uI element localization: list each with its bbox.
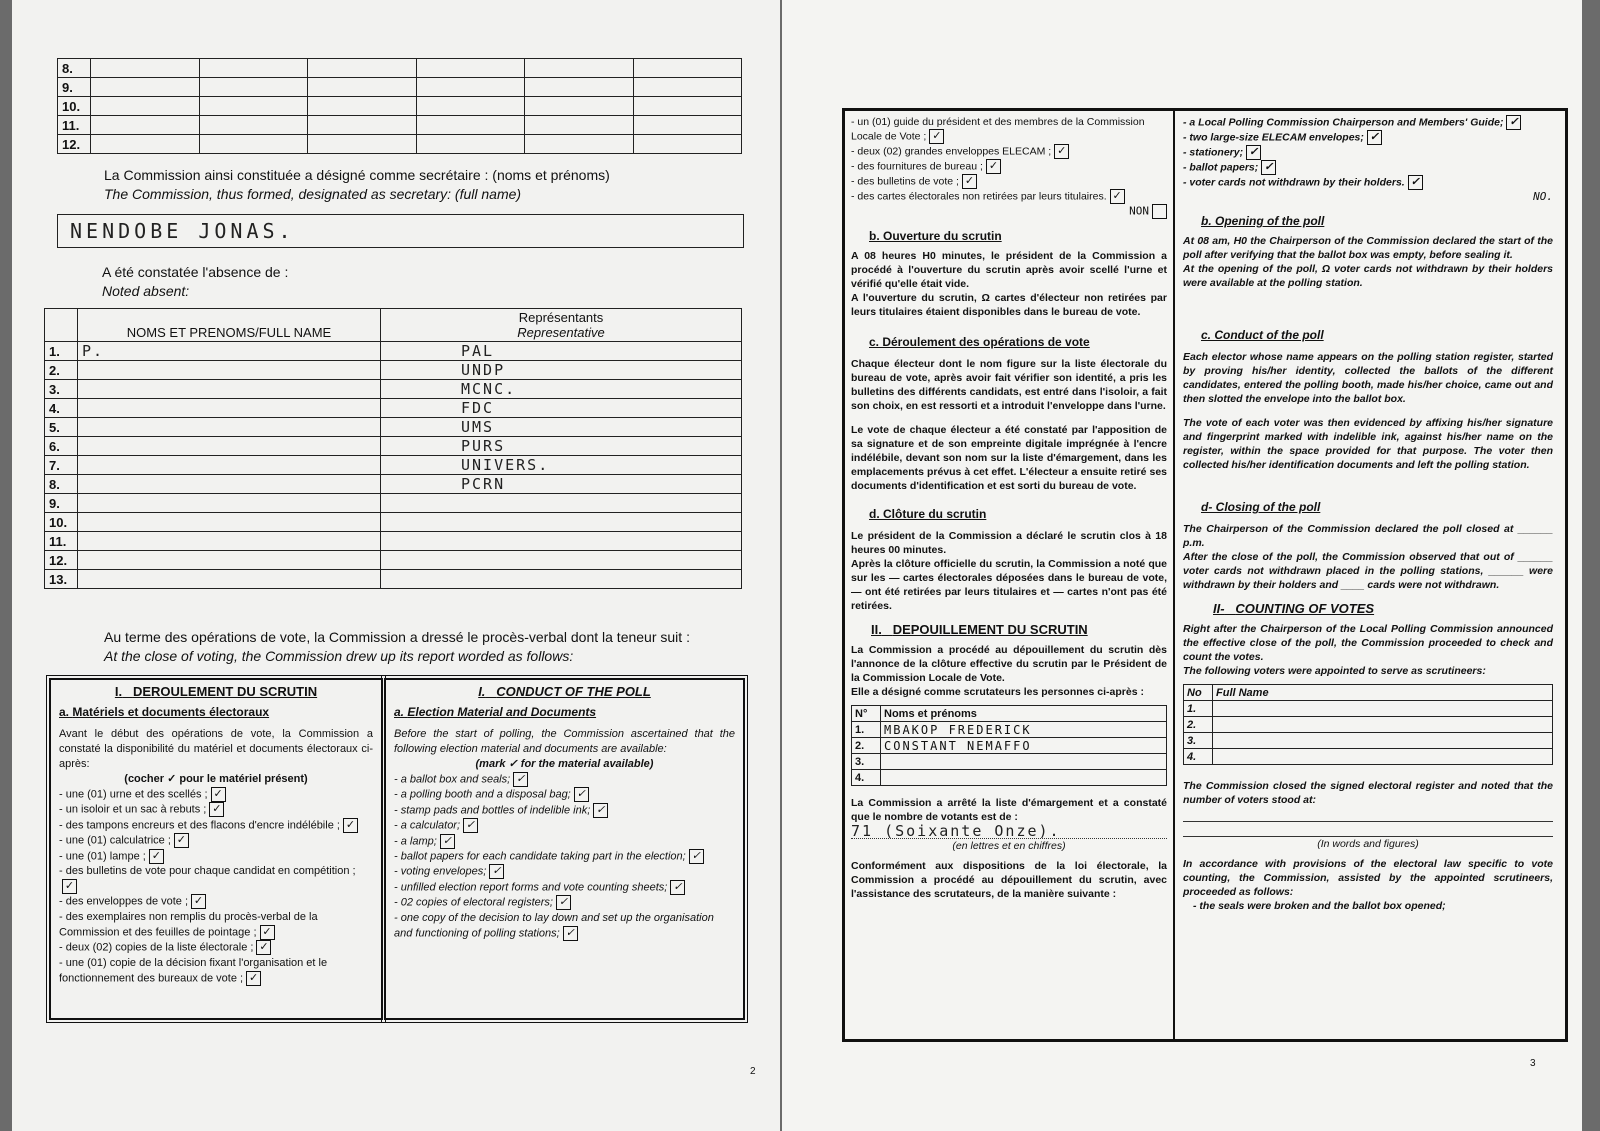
checkbox-checked[interactable]: ✓ [1246,145,1261,160]
material-item [851,115,1167,144]
material-item [1183,115,1553,130]
absent-row-number: 12. [45,551,78,570]
checkbox-checked[interactable]: ✓ [1261,160,1276,175]
absent-row [45,532,742,551]
absent-rep-cell[interactable] [381,570,742,589]
member-cell[interactable] [525,97,634,116]
material-item-label: - a Local Polling Commission Chairperson and Members' Guide; [1183,116,1504,129]
checkbox-checked[interactable]: ✓ [986,159,1001,174]
material-item [394,818,735,833]
absent-rep-cell[interactable]: UNIVERS. [381,456,742,475]
scrutineer-head [1184,685,1553,701]
material-item-label: - a lamp; [394,835,437,848]
row-number: 12. [58,135,91,154]
section-en-box [384,678,745,1020]
absent-name-cell[interactable] [78,532,381,551]
material-item-label: - stationery; [1183,146,1244,159]
ren-d-text2: After the close of the poll, the Commission observed that out of ______ voter cards not withdrawn placed in the polling stations, ______ were withdrawn by their holders and ____ cards were not withdrawn. [1183,551,1553,591]
member-row [58,78,742,97]
scrutineer-name[interactable] [881,770,1167,786]
absent-row [45,551,742,570]
rfr-b-title: b. Ouverture du scrutin [869,229,1002,243]
material-item [1183,160,1553,175]
checkbox-checked[interactable]: ✓ [689,849,704,864]
member-cell[interactable] [91,97,200,116]
member-cell[interactable] [525,78,634,97]
absent-name-cell[interactable] [78,361,381,380]
member-cell[interactable] [308,78,417,97]
absent-rep-cell[interactable]: PAL [381,342,742,361]
absent-name-cell[interactable] [78,551,381,570]
material-item-label: - des bulletins de vote ; [851,175,959,188]
rfr-b-text: A 08 heures H0 minutes, le président de la Commission a procédé à l'ouverture du scrutin après avoir scellé l'urne et vérifié qu'elle était vide. [851,250,1167,290]
scrutineer-row [1184,717,1553,733]
checkbox-checked[interactable]: ✓ [1408,175,1423,190]
rfr-d-text: Le président de la Commission a déclaré le scrutin clos à 18 heures 00 minutes. [851,530,1167,556]
material-item-label: - deux (02) grandes enveloppes ELECAM ; [851,145,1052,158]
member-cell[interactable] [91,116,200,135]
ren-c-text2: The vote of each voter was then evidenced by affixing his/her signature and fingerprint marked with indelible ink, against his/her name on the register, within the space provided for that purpose. The voter then collected his/her identification documents and left the polling station. [1183,417,1553,471]
member-cell[interactable] [633,59,742,78]
absent-name-cell[interactable] [78,418,381,437]
absent-row [45,494,742,513]
absent-rep-cell[interactable] [381,513,742,532]
material-item-label: - two large-size ELECAM envelopes; [1183,131,1364,144]
scrutineer-head-cell: Full Name [1213,685,1553,701]
absent-row-number: 8. [45,475,78,494]
scrutineer-number: 4. [1184,749,1213,765]
material-item-label: - a calculator; [394,819,461,832]
rfr-items [851,115,1167,204]
section-en-title-text: CONDUCT OF THE POLL [496,684,651,699]
scrutineer-head [852,706,1167,722]
secretary-label-fr: La Commission ainsi constituée a désigné comme secrétaire : (noms et prénoms) [104,167,610,183]
absent-table [44,308,742,589]
member-cell[interactable] [633,135,742,154]
material-item-label: - voting envelopes; [394,865,487,878]
secretary-label-en: The Commission, thus formed, designated as secretary: (full name) [104,186,522,202]
rfr-b-text2: A l'ouverture du scrutin, Ω cartes d'électeur non retirées par leurs titulaires étaient disponibles dans le bureau de vote. [851,292,1167,318]
rfr-non-text: NON [1129,204,1149,218]
ren-ii-title-text: COUNTING OF VOTES [1235,601,1375,616]
section-en-title [394,684,735,699]
material-item [394,849,735,864]
material-item-label: - un isoloir et un sac à rebuts ; [59,803,207,816]
fr-intro: Avant le début des opérations de vote, la Commission a constaté la disponibilité du matériel et documents électoraux ci-après: [59,728,373,770]
material-item-label: - a polling booth and a disposal bag; [394,788,571,801]
absent-col-rep [381,309,742,342]
rfr-d-title: d. Clôture du scrutin [869,507,987,521]
material-item [851,189,1167,204]
ren-no: NO. [1533,190,1553,203]
rfr-emarg: La Commission a arrêté la liste d'émargement et a constaté que le nombre de votants est de : [851,797,1167,823]
scrutineer-head-cell: N° [852,706,881,722]
member-cell[interactable] [91,59,200,78]
right-page [782,0,1582,1131]
material-item [394,864,735,879]
en-mark: (mark ✓ for the material available) [475,758,654,770]
checkbox-checked[interactable]: ✓ [256,940,271,955]
material-item [394,911,735,941]
scrutineer-number: 1. [1184,701,1213,717]
secretary-box[interactable] [57,214,744,248]
row-number: 8. [58,59,91,78]
right-frame [842,108,1568,1042]
right-fr-col [845,111,1175,1039]
ren-words: (In words and figures) [1317,838,1419,850]
absent-col-rep-en: Representative [517,325,605,340]
absent-rep-cell[interactable]: FDC [381,399,742,418]
section-fr-num: I. [114,684,123,699]
subsection-en-text: Election Material and Documents [407,705,597,719]
member-cell[interactable] [199,78,308,97]
scrutineer-row [1184,733,1553,749]
absent-label-fr: A été constatée l'absence de : [102,264,289,280]
scrutineer-name[interactable] [1213,733,1553,749]
absent-rep-cell[interactable]: PCRN [381,475,742,494]
checkbox-checked[interactable]: ✓ [670,880,685,895]
absent-row [45,437,742,456]
scrutineer-row [1184,701,1553,717]
rfr-conform: Conformément aux dispositions de la loi électorale, la Commission a procédé au dépouillement du scrutin, avec l'assistance des scrutateurs, de la manière suivante : [851,860,1167,900]
scrutineer-number: 4. [852,770,881,786]
member-row [58,59,742,78]
scrutineer-name[interactable] [881,754,1167,770]
material-item [1183,130,1553,145]
ren-seals: - the seals were broken and the ballot box opened; [1193,900,1446,912]
absent-row [45,475,742,494]
scrutineer-name[interactable] [1213,717,1553,733]
rfr-c-text2: Le vote de chaque électeur a été constaté par l'apposition de sa signature et de son empreinte digitale imprégnée à l'encre indélébile, devant son nom sur la liste d'émargement, dans les emplacements prévus à cet effet. L'électeur a ensuite retiré ses documents d'identification et est sorti du bureau de vote. [851,424,1167,492]
absent-row [45,418,742,437]
scrutineer-row [1184,749,1553,765]
absent-name-cell[interactable] [78,570,381,589]
close-text-fr: Au terme des opérations de vote, la Commission a dressé le procès-verbal dont la teneur suit : [104,629,690,645]
absent-name-cell[interactable] [78,475,381,494]
subsection-en-num: a. [394,705,405,719]
scrutineer-name[interactable] [1213,749,1553,765]
scrutineer-row [852,770,1167,786]
checkbox-checked[interactable]: ✓ [440,834,455,849]
absent-row-number: 6. [45,437,78,456]
absent-row-number: 1. [45,342,78,361]
checkbox-checked[interactable]: ✓ [1506,115,1521,130]
member-row [58,97,742,116]
scrutineer-number: 3. [852,754,881,770]
ren-ii-text: Right after the Chairperson of the Local Polling Commission announced the effective close of the poll, the Commission proceeded to check and count the votes. [1183,623,1553,663]
row-number: 10. [58,97,91,116]
ren-accord: In accordance with provisions of the electoral law specific to vote counting, the Commission, assisted by the appointed scrutineers, proceeded as follows: [1183,858,1553,898]
scrutineer-row [852,754,1167,770]
member-cell[interactable] [416,97,525,116]
rfr-ii-text2: Elle a désigné comme scrutateurs les personnes ci-après : [851,686,1144,698]
ren-ii-text2: The following voters were appointed to serve as scrutineers: [1183,665,1486,677]
member-cell[interactable] [91,135,200,154]
checkbox-checked[interactable]: ✓ [62,879,77,894]
member-cell[interactable] [199,135,308,154]
left-page [12,0,780,1131]
ren-b-text: At 08 am, H0 the Chairperson of the Commission declared the start of the poll after verifying that the ballot box was empty, before sealing it. [1183,235,1553,261]
absent-row [45,399,742,418]
en-items [394,772,735,941]
ren-voters-line[interactable] [1183,807,1553,822]
absent-rep-cell[interactable] [381,494,742,513]
material-item [59,849,373,864]
absent-name-cell[interactable] [78,494,381,513]
rfr-ii-text: La Commission a procédé au dépouillement du scrutin dès l'annonce de la clôture effective du scrutin par le Président de la Commission Locale de Vote. [851,644,1167,684]
rfr-c-title: c. Déroulement des opérations de vote [869,335,1090,349]
material-item [59,940,373,955]
absent-row-number: 11. [45,532,78,551]
material-item-label: - des fournitures de bureau ; [851,160,983,173]
ren-d-text: The Chairperson of the Commission declared the poll closed at ______ p.m. [1183,523,1553,549]
material-item [1183,145,1553,160]
absent-row-number: 4. [45,399,78,418]
member-cell[interactable] [199,59,308,78]
secretary-name: NENDOBE JONAS. [70,219,295,243]
rfr-non [851,204,1167,219]
scrutineer-number: 2. [1184,717,1213,733]
material-item [59,910,373,940]
absent-row [45,570,742,589]
absent-row-number: 9. [45,494,78,513]
ren-ii-title [1183,602,1553,616]
absent-name-cell[interactable] [78,437,381,456]
material-item-label: - a ballot box and seals; [394,773,511,786]
member-row [58,135,742,154]
material-item [1183,175,1553,190]
material-item [394,834,735,849]
checkbox-checked[interactable]: ✓ [174,833,189,848]
material-item-label: - unfilled election report forms and vote counting sheets; [394,881,668,894]
scrutineer-row [852,722,1167,738]
member-cell[interactable] [308,135,417,154]
page-number-right: 3 [1530,1058,1536,1069]
subsection-fr-text: Matériels et documents électoraux [72,705,270,719]
material-item-label: - des exemplaires non remplis du procès-verbal de la Commission et des feuilles de pointage ; [59,910,318,939]
rfr-c-text: Chaque électeur dont le nom figure sur la liste électorale du bureau de vote, après avoir fait vérifier son identité, a pris les bulletins des différents candidats, est entré dans l'isoloir, a fait son choix, en est ressorti et a introduit l'enveloppe dans l'urne. [851,358,1167,412]
fr-mark: (cocher ✓ pour le matériel présent) [124,773,308,785]
scrutineer-number: 2. [852,738,881,754]
rfr-lettres: (en lettres et en chiffres) [952,840,1066,852]
scrutineers-table-fr [851,705,1167,786]
member-row [58,116,742,135]
scrutineer-name[interactable]: MBAKOP FREDERICK [881,722,1167,738]
scrutineer-name[interactable]: CONSTANT NEMAFFO [881,738,1167,754]
section-fr-title [59,684,373,699]
absent-name-cell[interactable] [78,513,381,532]
checkbox-checked[interactable]: ✓ [343,818,358,833]
close-text-en: At the close of voting, the Commission drew up its report worded as follows: [104,648,574,664]
rfr-d-text2: Après la clôture officielle du scrutin, la Commission a noté que sur les — cartes électorales déposées dans le bureau de vote, — ont été retirées par leurs titulaires et — cartes n'ont pas été retirées. [851,558,1167,612]
checkbox-checked[interactable]: ✓ [574,787,589,802]
ren-items [1183,115,1553,190]
checkbox-checked[interactable]: ✓ [556,895,571,910]
member-cell[interactable] [416,116,525,135]
member-cell[interactable] [525,59,634,78]
material-item-label: - une (01) urne et des scellés ; [59,788,208,801]
material-item [394,895,735,910]
row-number: 9. [58,78,91,97]
material-item-label: - des cartes électorales non retirées par leurs titulaires. [851,190,1107,203]
absent-row-number: 2. [45,361,78,380]
ren-d-title: d- Closing of the poll [1201,500,1321,514]
checkbox-empty[interactable] [1152,204,1167,219]
absent-name-cell[interactable] [78,380,381,399]
checkbox-checked[interactable]: ✓ [1367,130,1382,145]
member-cell[interactable] [525,135,634,154]
subsection-fr-a [59,705,373,719]
material-item [394,787,735,802]
subsection-fr-num: a. [59,705,70,719]
absent-rep-cell[interactable] [381,532,742,551]
ren-voters-line-2[interactable] [1183,822,1553,837]
absent-name-cell[interactable] [78,456,381,475]
material-item-label: - des bulletins de vote pour chaque candidat en compétition ; [59,865,356,878]
rfr-ii-num: II. [871,622,882,637]
scrutineer-number: 3. [1184,733,1213,749]
checkbox-checked[interactable]: ✓ [513,772,528,787]
checkbox-checked[interactable]: ✓ [246,971,261,986]
material-item-label: - deux (02) copies de la liste électorale ; [59,941,254,954]
section-fr-box [49,678,383,1020]
material-item-label: - voter cards not withdrawn by their holders. [1183,176,1405,189]
absent-rep-cell[interactable]: UNDP [381,361,742,380]
material-item-label: - des enveloppes de vote ; [59,895,189,908]
section-en-num: I. [478,684,486,699]
material-item-label: - une (01) lampe ; [59,850,146,863]
material-item-label: - stamp pads and bottles of indelible ink; [394,804,591,817]
absent-rep-cell[interactable] [381,551,742,570]
member-cell[interactable] [91,78,200,97]
absent-row [45,342,742,361]
absent-rep-cell[interactable]: UMS [381,418,742,437]
material-item [59,864,373,894]
material-item [394,880,735,895]
members-table-continued [57,58,742,154]
member-cell[interactable] [416,78,525,97]
en-intro: Before the start of polling, the Commission ascertained that the following election material and documents are available: [394,728,735,755]
rfr-ii-title-text: DEPOUILLEMENT DU SCRUTIN [892,622,1088,637]
row-number: 11. [58,116,91,135]
scrutineer-row [852,738,1167,754]
member-cell[interactable] [633,78,742,97]
material-item [394,803,735,818]
absent-rep-cell[interactable]: PURS [381,437,742,456]
scrutineer-number: 1. [852,722,881,738]
member-cell[interactable] [199,116,308,135]
material-item [851,174,1167,189]
scrutineer-head-cell: No [1184,685,1213,701]
material-item [851,144,1167,159]
member-cell[interactable] [308,97,417,116]
checkbox-checked[interactable]: ✓ [489,864,504,879]
checkbox-checked[interactable]: ✓ [593,803,608,818]
material-item-label: - une (01) copie de la décision fixant l'organisation et le fonctionnement des bureaux de vote ; [59,956,328,985]
scrutineers-table-en [1183,684,1553,765]
checkbox-checked[interactable]: ✓ [463,818,478,833]
checkbox-checked[interactable]: ✓ [149,849,164,864]
absent-name-cell[interactable] [78,399,381,418]
absent-row-number: 7. [45,456,78,475]
right-en-col [1177,111,1559,1039]
page-number-left: 2 [750,1066,756,1077]
material-item [59,833,373,848]
rfr-ii-title [851,623,1167,637]
absent-rep-cell[interactable]: MCNC. [381,380,742,399]
absent-row-number: 13. [45,570,78,589]
scrutineer-head-cell: Noms et prénoms [881,706,1167,722]
material-item [59,894,373,909]
subsection-en-a [394,705,735,719]
absent-col-rep-fr: Représentants [518,310,604,325]
member-cell[interactable] [633,97,742,116]
absent-row-number: 10. [45,513,78,532]
absent-row [45,456,742,475]
absent-name-cell[interactable]: P. [78,342,381,361]
material-item-label: - ballot papers for each candidate taking part in the election; [394,850,686,863]
checkbox-checked[interactable]: ✓ [563,926,578,941]
member-cell[interactable] [199,97,308,116]
scrutineer-name[interactable] [1213,701,1553,717]
absent-col-name: NOMS ET PRENOMS/FULL NAME [78,309,381,342]
material-item [851,159,1167,174]
material-item-label: - un (01) guide du président et des membres de la Commission Locale de Vote ; [851,116,1145,143]
ren-b-text2: At the opening of the poll, Ω voter cards not withdrawn by their holders were available at the polling station. [1183,263,1553,289]
checkbox-checked[interactable]: ✓ [191,894,206,909]
member-cell[interactable] [633,116,742,135]
absent-row [45,513,742,532]
absent-row-number: 3. [45,380,78,399]
member-cell[interactable] [416,59,525,78]
material-item [394,772,735,787]
member-cell[interactable] [416,135,525,154]
ren-b-title: b. Opening of the poll [1201,214,1325,228]
ren-c-text: Each elector whose name appears on the polling station register, started by proving his/her identity, collected the ballots of the different candidates, entered the polling booth, made his/her choice, came out and then slotted the envelope into the ballot box. [1183,351,1553,405]
ren-c-title: c. Conduct of the poll [1201,328,1324,342]
absent-row [45,361,742,380]
checkbox-checked[interactable]: ✓ [1110,189,1125,204]
absent-label-en: Noted absent: [102,283,190,299]
material-item [59,802,373,817]
checkbox-checked[interactable]: ✓ [260,925,275,940]
checkbox-checked[interactable]: ✓ [962,174,977,189]
checkbox-checked[interactable]: ✓ [211,787,226,802]
material-item-label: - 02 copies of electoral registers; [394,896,553,909]
rfr-votants[interactable]: 71 (Soixante Onze). [851,824,1167,839]
member-cell[interactable] [525,116,634,135]
material-item [59,818,373,833]
material-item-label: - une (01) calculatrice ; [59,834,171,847]
material-item-label: - one copy of the decision to lay down and set up the organisation and functioning of polling stations; [394,911,714,940]
checkbox-checked[interactable]: ✓ [929,129,944,144]
material-item-label: - ballot papers; [1183,161,1259,174]
material-item [59,956,373,986]
member-cell[interactable] [308,116,417,135]
absent-row-number: 5. [45,418,78,437]
material-item-label: - des tampons encreurs et des flacons d'encre indélébile ; [59,819,340,832]
checkbox-checked[interactable]: ✓ [209,802,224,817]
material-item [59,787,373,802]
checkbox-checked[interactable]: ✓ [1054,144,1069,159]
fr-items [59,787,373,986]
ren-ii-num: II- [1213,601,1225,616]
section-fr-title-text: DEROULEMENT DU SCRUTIN [132,684,318,699]
absent-row [45,380,742,399]
ren-closed: The Commission closed the signed electoral register and noted that the number of voters stood at: [1183,780,1553,806]
member-cell[interactable] [308,59,417,78]
